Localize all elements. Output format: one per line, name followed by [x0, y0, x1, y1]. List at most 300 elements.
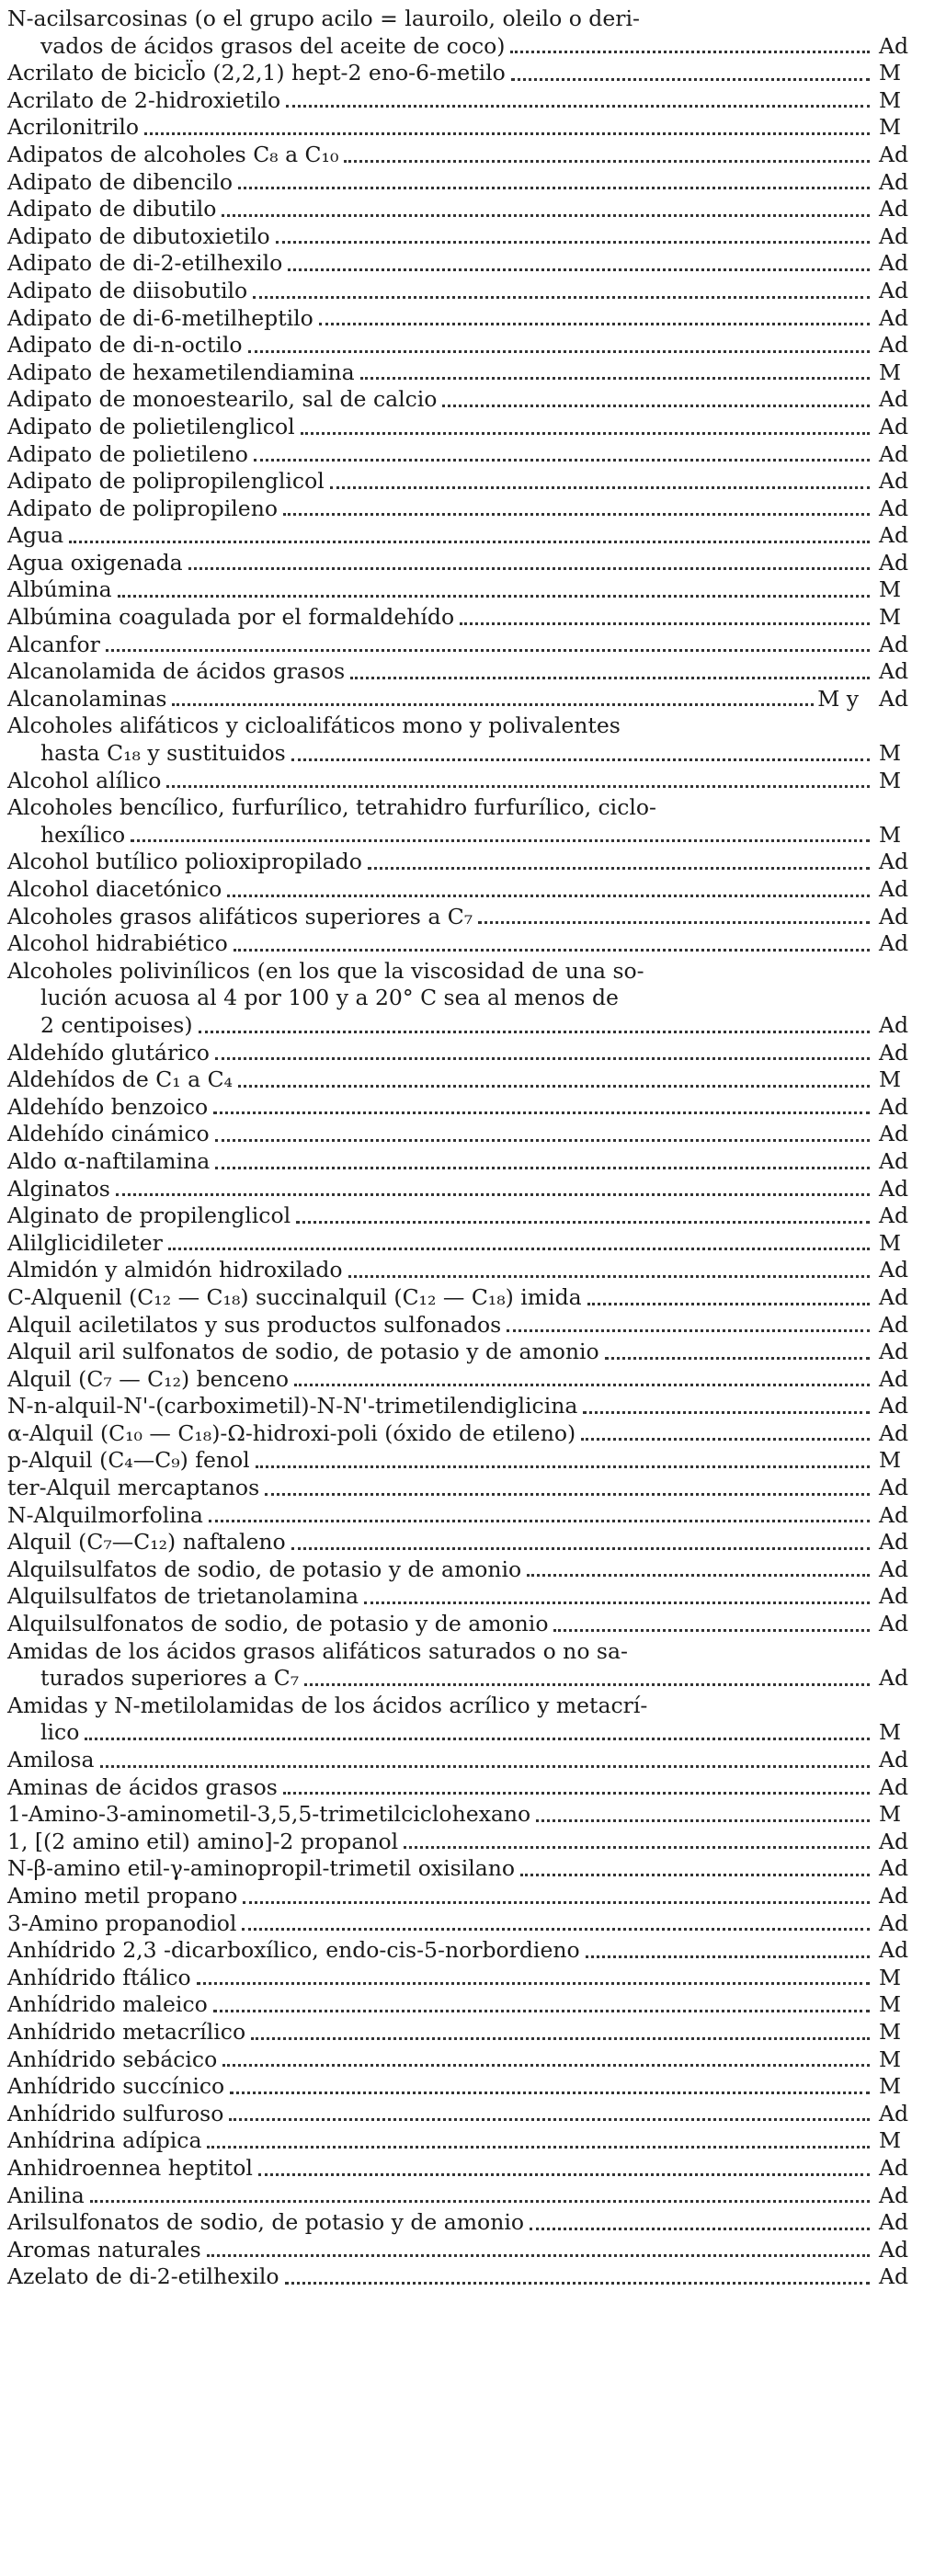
entry-name: [7, 1502, 873, 1530]
entry-line: 2 centipoises): [40, 1011, 193, 1038]
entry-label: Adipato de polietilenglicol: [7, 413, 295, 439]
dot-leader: [442, 405, 870, 407]
entry-code: Ad: [879, 849, 909, 875]
dot-leader: [296, 1221, 870, 1224]
list-item: [7, 359, 938, 387]
dot-leader: [478, 921, 870, 924]
entry-code: Ad: [879, 1475, 909, 1501]
list-item: [7, 576, 938, 604]
dot-leader: [222, 214, 870, 217]
entry-line: hexílico: [40, 821, 126, 848]
entry-label: Alquil aril sulfonatos de sodio, de potasio y de amonio: [7, 1339, 599, 1365]
entry-code: Ad: [879, 1773, 909, 1800]
dot-leader: [256, 1465, 870, 1468]
entry-code: M: [879, 2046, 902, 2072]
entry-name: [7, 1312, 873, 1339]
dot-leader: [536, 1819, 870, 1822]
list-item: [7, 2019, 938, 2046]
list-item: [7, 632, 938, 659]
dot-leader: [527, 1574, 870, 1577]
entry-label: Aldehído benzoico: [7, 1093, 209, 1120]
dot-leader: [227, 895, 870, 897]
entry-code: Ad: [879, 1365, 909, 1392]
list-item: [7, 1420, 938, 1448]
dot-leader: [238, 187, 870, 189]
list-item: [7, 414, 938, 441]
entry-label: Anilina: [7, 2182, 85, 2208]
entry-code: Ad: [879, 1501, 909, 1528]
list-item: [7, 60, 938, 87]
entry-code: Ad: [879, 386, 909, 413]
dot-leader: [319, 323, 870, 325]
entry-label: 3-Amino propanodiol: [7, 1909, 237, 1936]
entry-label: Alquil aciletilatos y sus productos sulfonados: [7, 1311, 502, 1338]
entry-name: [7, 1393, 873, 1420]
entry-code: Ad: [879, 2182, 909, 2208]
list-item: [7, 1556, 938, 1584]
dot-leader: [168, 1248, 870, 1250]
dot-leader: [344, 160, 870, 163]
entry-label: Adipato de dibutilo: [7, 196, 217, 222]
entry-code: Ad: [879, 1011, 909, 1038]
entry-label: C-Alquenil (C₁₂ — C₁₈) succinalquil (C₁₂ — C₁₈) imida: [7, 1283, 582, 1310]
dot-leader: [213, 2010, 870, 2012]
entry-label: p-Alquil (C₄—C₉) fenol: [7, 1447, 250, 1474]
list-item: [7, 2046, 938, 2074]
entry-name: [7, 114, 873, 142]
entry-label: 1-Amino-3-aminometil-3,5,5-trimetilciclohexano: [7, 1801, 531, 1828]
list-item: [7, 1475, 938, 1502]
dot-leader: [350, 677, 870, 679]
dot-leader: [530, 2228, 870, 2230]
entry-name: [7, 1556, 873, 1584]
dot-leader: [511, 78, 870, 81]
entry-code: Ad: [879, 304, 909, 331]
list-item: [7, 2263, 938, 2291]
entry-code: Ad: [879, 930, 909, 957]
list-item: [7, 686, 938, 713]
dot-leader: [330, 486, 870, 489]
entry-line: lico: [40, 1719, 80, 1746]
entry-code: Ad: [879, 413, 909, 439]
entry-name: [7, 1176, 873, 1203]
entry-name: [7, 2263, 873, 2291]
list-item: [7, 2155, 938, 2183]
entry-label: Albúmina: [7, 576, 112, 603]
entry-name: [7, 2073, 873, 2101]
entry-name: [7, 1801, 873, 1829]
entry-name: [7, 1066, 873, 1094]
entry-code: M: [879, 359, 902, 385]
entry-code: Ad: [879, 685, 909, 712]
entry-code: Ad: [879, 2209, 909, 2236]
entry-name: [7, 414, 873, 441]
list-item: [7, 604, 938, 632]
entry-name: [7, 794, 873, 849]
entry-prefix-code: M y: [817, 685, 859, 712]
entry-name: [7, 1855, 873, 1883]
dot-leader: [172, 703, 814, 706]
entry-label: ter-Alquil mercaptanos: [7, 1475, 260, 1501]
list-item: [7, 332, 938, 359]
entry-code: M: [879, 2073, 902, 2100]
entry-name: [7, 60, 873, 87]
dot-leader: [69, 541, 870, 543]
entry-label: Acrilonitrilo: [7, 114, 140, 141]
dot-leader: [581, 1438, 870, 1441]
entry-name: [7, 1284, 873, 1312]
list-item: [7, 278, 938, 305]
entry-name: [7, 2209, 873, 2237]
dot-leader: [131, 839, 870, 842]
entry-label: Anhídrido 2,3 -dicarboxílico, endo-cis-5-norbordieno: [7, 1937, 580, 1964]
dot-leader: [510, 51, 870, 53]
list-item: [7, 958, 938, 1040]
entry-name: [7, 359, 873, 387]
list-item: [7, 196, 938, 223]
entry-name: [7, 305, 873, 333]
dot-leader: [587, 1303, 870, 1305]
entry-code: Ad: [879, 32, 909, 59]
entry-line: Alcoholes polivinílicos (en los que la viscosidad de una so-: [7, 957, 644, 984]
list-item: [7, 794, 938, 849]
entry-label: Alcohol hidrabiético: [7, 930, 228, 957]
entry-name: [7, 1937, 873, 1965]
entry-code: M: [879, 114, 902, 141]
list-item: [7, 930, 938, 958]
list-item: [7, 1502, 938, 1530]
entry-code: Ad: [879, 1855, 909, 1882]
entry-code: Ad: [879, 1311, 909, 1338]
entry-label: Alginato de propilenglicol: [7, 1203, 291, 1229]
dot-leader: [553, 1629, 870, 1632]
list-item: [7, 1991, 938, 2019]
entry-label: Azelato de di-2-etilhexilo: [7, 2263, 279, 2290]
entry-label: Anhídrido sebácico: [7, 2046, 218, 2072]
entry-code: Ad: [879, 222, 909, 249]
entry-name: [7, 632, 873, 659]
list-item: [7, 1284, 938, 1312]
entry-code: Ad: [879, 876, 909, 902]
list-item: [7, 1148, 938, 1176]
entry-line: Alcoholes alifáticos y cicloalifáticos mono y polivalentes: [7, 712, 621, 739]
dot-leader: [605, 1357, 870, 1360]
entry-label: Aldehídos de C₁ a C₄: [7, 1066, 233, 1093]
entry-code: Ad: [879, 1039, 909, 1066]
list-item: [7, 1040, 938, 1067]
dot-leader: [222, 2064, 870, 2067]
entry-label: Adipato de dibencilo: [7, 168, 234, 195]
entry-code: Ad: [879, 196, 909, 222]
entry-code: Ad: [879, 1828, 909, 1854]
entry-label: N-n-alquil-N'-(carboximetil)-N-N'-trimetilendiglicina: [7, 1393, 578, 1419]
entry-name: [7, 1910, 873, 1938]
entry-code: Ad: [879, 1393, 909, 1419]
dot-leader: [520, 1874, 870, 1876]
list-item: [7, 849, 938, 876]
dot-leader: [254, 459, 870, 462]
list-item: [7, 386, 938, 414]
dot-leader: [242, 1928, 870, 1931]
dot-leader: [301, 432, 870, 435]
entry-code: M: [879, 1066, 902, 1093]
dot-leader: [199, 1031, 871, 1033]
entry-label: 1, [(2 amino etil) amino]-2 propanol: [7, 1828, 399, 1854]
entry-name: [7, 332, 873, 359]
entry-label: Adipato de diisobutilo: [7, 277, 248, 303]
dot-leader: [460, 622, 870, 625]
list-item: [7, 169, 938, 197]
entry-code: Ad: [879, 1147, 909, 1174]
dot-leader: [404, 1846, 870, 1849]
entry-name: [7, 1883, 873, 1910]
entry-code: M: [879, 740, 902, 767]
entry-label: Alcanolaminas: [7, 685, 167, 712]
list-item: [7, 2073, 938, 2101]
entry-code: Ad: [879, 1909, 909, 1936]
entry-code: Ad: [879, 1583, 909, 1610]
dot-leader: [248, 350, 870, 353]
entry-label: Adipato de di-n-octilo: [7, 332, 243, 359]
dot-leader: [251, 2037, 870, 2040]
entry-name: [7, 87, 873, 115]
entry-label: Adipato de polipropilenglicol: [7, 468, 325, 495]
list-item: [7, 1203, 938, 1230]
entry-code: Ad: [879, 250, 909, 277]
entry-label: Acrilato de bicicl̈o (2,2,1) hept-2 eno-6-metilo: [7, 60, 506, 86]
entry-code: M: [879, 86, 902, 113]
entry-line: N-acilsarcosinas (o el grupo acilo = lauroilo, oleilo o deri-: [7, 6, 640, 31]
entry-name: [7, 1257, 873, 1284]
entry-name: [7, 278, 873, 305]
entry-label: Alcohol diacetónico: [7, 876, 222, 902]
entry-code: Ad: [879, 2263, 909, 2290]
dot-leader: [586, 1955, 870, 1958]
entry-name: [7, 1991, 873, 2019]
entry-name: [7, 686, 873, 713]
entry-code: M: [879, 576, 902, 603]
entry-name: [7, 1829, 873, 1856]
list-item: [7, 2237, 938, 2264]
entry-label: Adipato de dibutoxietilo: [7, 222, 270, 249]
entry-label: Agua: [7, 522, 64, 549]
entry-line: turados superiores a C₇: [40, 1665, 300, 1692]
entry-label: Anhídrido ftálico: [7, 1964, 191, 1990]
entry-name: [7, 2019, 873, 2046]
entry-name: [7, 2155, 873, 2183]
entry-label: Anhídrido succínico: [7, 2073, 225, 2100]
dot-leader: [215, 1167, 870, 1169]
substance-list: [7, 6, 938, 2291]
entry-code: M: [879, 1229, 902, 1256]
entry-label: Aldehído cinámico: [7, 1121, 210, 1147]
entry-label: Alcanolamida de ácidos grasos: [7, 658, 346, 685]
list-item: [7, 712, 938, 767]
dot-leader: [230, 2092, 870, 2094]
entry-label: Alginatos: [7, 1175, 110, 1202]
entry-name: [7, 1475, 873, 1502]
dot-leader: [286, 105, 870, 108]
list-item: [7, 1801, 938, 1829]
entry-label: N-Alquilmorfolina: [7, 1501, 203, 1528]
dot-leader: [507, 1329, 870, 1332]
entry-label: Amino metil propano: [7, 1882, 238, 1909]
entry-name: [7, 2101, 873, 2128]
dot-leader: [276, 241, 870, 244]
dot-leader: [583, 1411, 870, 1414]
entry-name: [7, 550, 873, 577]
entry-name: [7, 250, 873, 278]
list-item: [7, 768, 938, 795]
entry-line: vados de ácidos grasos del aceite de coco): [40, 32, 506, 59]
list-item: [7, 1747, 938, 1774]
dot-leader: [360, 377, 870, 380]
entry-label: Alquil (C₇ — C₁₂) benceno: [7, 1365, 290, 1392]
list-item: [7, 1447, 938, 1475]
entry-code: Ad: [879, 1611, 909, 1637]
list-item: [7, 1257, 938, 1284]
dot-leader: [258, 2173, 870, 2176]
entry-code: Ad: [879, 332, 909, 359]
entry-name: [7, 1965, 873, 1992]
list-item: [7, 1066, 938, 1094]
entry-code: Ad: [879, 631, 909, 657]
entry-label: Albúmina coagulada por el formaldehído: [7, 604, 455, 631]
dot-leader: [229, 2118, 870, 2121]
dot-leader: [291, 758, 870, 761]
entry-code: M: [879, 821, 902, 848]
entry-name: [7, 1203, 873, 1230]
entry-name: [7, 930, 873, 958]
entry-line: Amidas y N-metilolamidas de los ácidos acrílico y metacrí-: [7, 1692, 648, 1718]
entry-label: Alilglicidileter: [7, 1229, 163, 1256]
entry-line: Amidas de los ácidos grasos alifáticos saturados o no sa-: [7, 1637, 628, 1664]
dot-leader: [197, 1982, 870, 1985]
dot-leader: [364, 1601, 870, 1604]
list-item: [7, 468, 938, 496]
entry-label: Alquilsulfatos de sodio, de potasio y de amonio: [7, 1556, 522, 1582]
list-item: [7, 223, 938, 251]
entry-label: α-Alquil (C₁₀ — C₁₈)-Ω-hidroxi-poli (óxido de etileno): [7, 1419, 576, 1446]
list-item: [7, 1583, 938, 1611]
entry-name: [7, 1774, 873, 1802]
entry-code: Ad: [879, 1339, 909, 1365]
entry-code: Ad: [879, 1419, 909, 1446]
entry-name: [7, 386, 873, 414]
entry-label: Anhídrido sulfuroso: [7, 2100, 224, 2126]
entry-label: Adipato de hexametilendiamina: [7, 359, 355, 385]
dot-leader: [234, 949, 870, 952]
entry-name: [7, 1529, 873, 1556]
entry-name: [7, 1040, 873, 1067]
entry-name: [7, 142, 873, 169]
entry-code: M: [879, 2127, 902, 2154]
list-item: [7, 1529, 938, 1556]
entry-name: [7, 169, 873, 197]
dot-leader: [285, 2282, 870, 2285]
entry-name: [7, 2046, 873, 2074]
entry-code: Ad: [879, 1529, 909, 1556]
dot-leader: [106, 649, 870, 652]
dot-leader: [213, 1111, 870, 1114]
dot-leader: [215, 1057, 870, 1060]
list-item: [7, 87, 938, 115]
entry-label: Anhídrido metacrílico: [7, 2018, 246, 2045]
entry-label: Alcohol butílico polioxipropilado: [7, 849, 362, 875]
dot-leader: [85, 1738, 870, 1740]
list-item: [7, 1774, 938, 1802]
entry-label: N-β-amino etil-γ-aminopropil-trimetil oxisilano: [7, 1855, 516, 1882]
dot-leader: [215, 1139, 870, 1142]
entry-code: Ad: [879, 168, 909, 195]
dot-leader: [283, 513, 870, 516]
list-item: [7, 114, 938, 142]
list-item: [7, 1393, 938, 1420]
entry-code: Ad: [879, 1882, 909, 1909]
list-item: [7, 1230, 938, 1258]
list-item: [7, 1910, 938, 1938]
entry-code: M: [879, 2018, 902, 2045]
list-item: [7, 2101, 938, 2128]
list-item: [7, 305, 938, 333]
entry-name: [7, 1611, 873, 1638]
entry-name: [7, 904, 873, 931]
dot-leader: [188, 567, 870, 570]
entry-code: Ad: [879, 1665, 909, 1692]
entry-name: [7, 2237, 873, 2264]
dot-leader: [368, 867, 870, 870]
entry-code: Ad: [879, 468, 909, 495]
list-item: [7, 1883, 938, 1910]
entry-name: [7, 1747, 873, 1774]
entry-name: [7, 2127, 873, 2155]
entry-label: Alquilsulfatos de trietanolamina: [7, 1583, 359, 1610]
entry-name: [7, 1148, 873, 1176]
dot-leader: [238, 1085, 870, 1088]
entry-code: Ad: [879, 1121, 909, 1147]
entry-name: [7, 1230, 873, 1258]
list-item: [7, 1094, 938, 1122]
entry-name: [7, 468, 873, 496]
entry-code: M: [879, 604, 902, 631]
dot-leader: [243, 1901, 870, 1904]
entry-name: [7, 849, 873, 876]
entry-label: Amilosa: [7, 1747, 95, 1772]
entry-label: Anhídrina adípica: [7, 2127, 202, 2154]
dot-leader: [207, 2254, 870, 2257]
list-item: [7, 1366, 938, 1394]
entry-code: Ad: [879, 1556, 909, 1582]
dot-leader: [348, 1275, 870, 1278]
list-item: [7, 250, 938, 278]
entry-name: [7, 196, 873, 223]
entry-name: [7, 712, 873, 767]
entry-code: Ad: [879, 2236, 909, 2263]
entry-name: [7, 223, 873, 251]
entry-name: [7, 1638, 873, 1693]
entry-code: Ad: [879, 1175, 909, 1202]
entry-name: [7, 496, 873, 523]
list-item: [7, 496, 938, 523]
dot-leader: [166, 785, 870, 788]
entry-label: Adipato de monoestearilo, sal de calcio: [7, 386, 438, 413]
list-item: [7, 1937, 938, 1965]
entry-name: [7, 576, 873, 604]
entry-name: [7, 441, 873, 469]
list-item: [7, 1339, 938, 1366]
entry-name: [7, 1366, 873, 1394]
list-item: [7, 2127, 938, 2155]
